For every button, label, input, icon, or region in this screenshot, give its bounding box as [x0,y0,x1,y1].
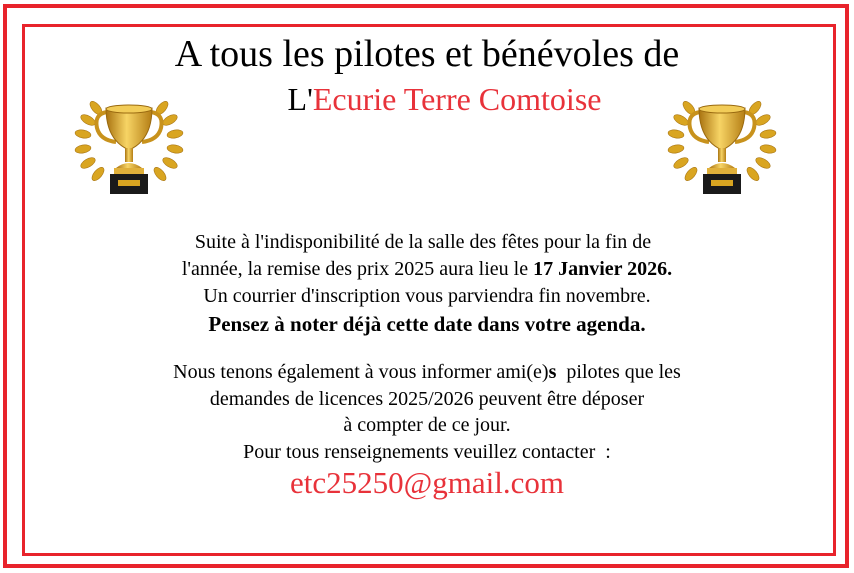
contact-email[interactable]: etc25250@gmail.com [290,465,564,500]
message-line-3: Un courrier d'inscription vous parviendra fin novembre. [203,285,651,307]
message-line-5-s: s [548,361,557,383]
message-line-5-b: pilotes que les [556,361,681,383]
event-date: 17 Janvier 2026. [533,258,673,280]
message-line-8: Pour tous renseignements veuillez contacter : [243,441,611,463]
heading-line-1: A tous les pilotes et bénévoles de [174,33,680,75]
message-line-5-a: Nous tenons également à vous informer ami(e) [173,361,549,383]
trophy-laurel-icon [74,88,184,200]
message-line-1: Suite à l'indisponibilité de la salle des fêtes pour la fin de [194,231,652,253]
reminder-line: Pensez à noter déjà cette date dans votre agenda. [208,312,646,336]
club-name: Ecurie Terre Comtoise [312,81,602,117]
message-line-6: demandes de licences 2025/2026 peuvent être déposer [209,388,645,410]
heading-prefix: L' [287,81,313,117]
trophy-laurel-icon [667,88,777,200]
message-line-2-text: l'année, la remise des prix 2025 aura lieu le [181,258,534,280]
message-line-2 [0,256,854,282]
message-line-7: à compter de ce jour. [343,414,511,436]
message-line-5 [0,359,854,385]
